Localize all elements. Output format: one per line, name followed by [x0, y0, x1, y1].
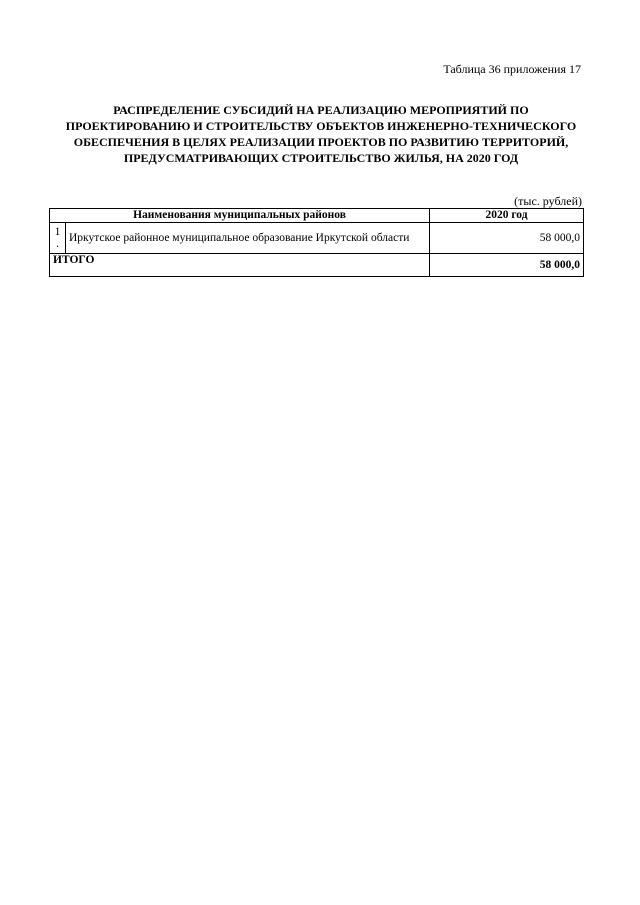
table-header-row	[50, 209, 584, 223]
title-line-3: ОБЕСПЕЧЕНИЯ В ЦЕЛЯХ РЕАЛИЗАЦИИ ПРОЕКТОВ ПО РАЗВИТИЮ ТЕРРИТОРИЙ,	[73, 135, 569, 149]
header-district-name: Наименования муниципальных районов	[50, 209, 430, 223]
total-label: ИТОГО	[50, 254, 430, 277]
title-line-1: РАСПРЕДЕЛЕНИЕ СУБСИДИЙ НА РЕАЛИЗАЦИЮ МЕРОПРИЯТИЙ ПО	[113, 103, 529, 117]
document-title	[50, 102, 592, 166]
row-district-name: Иркутское районное муниципальное образование Иркутской области	[66, 223, 430, 254]
total-value: 58 000,0	[430, 254, 584, 277]
table-reference: Таблица 36 приложения 17	[443, 62, 581, 76]
total-row	[50, 254, 584, 277]
row-number: 1 .	[50, 223, 66, 254]
table-row	[50, 223, 584, 254]
row-value: 58 000,0	[430, 223, 584, 254]
subsidies-table	[49, 208, 584, 277]
title-line-2: ПРОЕКТИРОВАНИЮ И СТРОИТЕЛЬСТВУ ОБЪЕКТОВ ИНЖЕНЕРНО-ТЕХНИЧЕСКОГО	[65, 119, 577, 133]
units-label: (тыс. рублей)	[514, 194, 582, 208]
title-line-4: ПРЕДУСМАТРИВАЮЩИХ СТРОИТЕЛЬСТВО ЖИЛЬЯ, НА 2020 ГОД	[123, 151, 519, 165]
header-year: 2020 год	[430, 209, 584, 223]
